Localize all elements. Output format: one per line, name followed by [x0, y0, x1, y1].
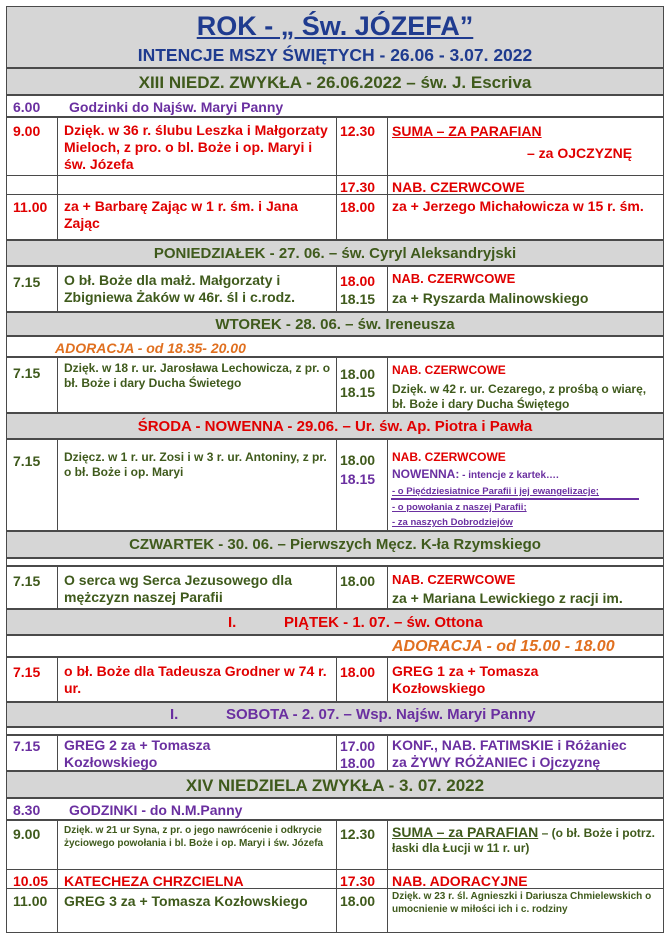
mass-intention: za + Ryszarda Malinowskiego — [392, 290, 589, 306]
friday-masses — [6, 657, 664, 702]
mass-time: 7.15 — [13, 453, 41, 469]
godzinki-time: 6.00 — [13, 99, 41, 115]
page-subtitle: INTENCJE MSZY ŚWIĘTYCH - 26.06 - 3.07. 2022 — [137, 45, 533, 65]
suma-detail: – (o bł. Boże i potrz. łaski dla Łucji w 11 r. ur) — [392, 826, 655, 855]
day-title: PIĄTEK - 1. 07. – św. Ottona — [284, 614, 483, 631]
first-friday-marker: I. — [228, 614, 237, 631]
nowenna-intention: - o Pięćdziesiatnice Parafii i jej ewangelizacje; — [392, 486, 599, 497]
mass-intention: o bł. Boże dla Tadeusza Grodner w 74 r. ur. — [64, 663, 327, 696]
mass-time: 18.00 — [340, 273, 376, 289]
sunday1-godzinki-row — [6, 95, 664, 117]
first-saturday-marker: I. — [170, 706, 179, 723]
saturday-spacer — [6, 727, 664, 735]
saturday-masses — [6, 735, 664, 771]
day-title: XIV NIEDZIELA ZWYKŁA - 3. 07. 2022 — [185, 776, 485, 795]
monday-header — [6, 240, 664, 266]
friday-header — [6, 609, 664, 635]
mass-time: 18.15 — [340, 471, 376, 487]
mass-time: 9.00 — [13, 826, 41, 842]
thursday-spacer — [6, 558, 664, 566]
monday-masses — [6, 266, 664, 312]
mass-intention-2: – za OJCZYZNĘ — [527, 145, 633, 161]
mass-time: 17.00 — [340, 738, 376, 754]
sunday2-godzinki-row — [6, 798, 664, 820]
mass-intention: Dzięk. w 42 r. ur. Cezarego, z prośbą o wiarę, bł. Boże i dary Ducha Świętego — [392, 382, 647, 411]
mass-intention: NAB. CZERWCOWE — [392, 179, 525, 195]
mass-intention: KONF., NAB. FATIMSKIE i Różaniec — [392, 737, 627, 753]
mass-intention: za + Jerzego Michałowicza w 15 r. śm. — [392, 198, 644, 214]
mass-time: 12.30 — [340, 826, 376, 842]
page-title: ROK - „ Św. JÓZEFA” — [196, 11, 474, 41]
mass-time: 18.00 — [340, 755, 376, 771]
godzinki-text: Godzinki do Najśw. Maryi Panny — [69, 99, 284, 115]
friday-adoracja-row — [6, 635, 664, 657]
thursday-header — [6, 531, 664, 558]
day-title: SOBOTA - 2. 07. – Wsp. Najśw. Maryi Panny — [226, 706, 536, 723]
tuesday-masses — [6, 357, 664, 413]
mass-intention: O serca wg Serca Jezusowego dla mężczyzn naszej Parafii — [64, 572, 292, 605]
sunday1-header — [6, 68, 664, 95]
mass-time: 18.00 — [340, 664, 376, 680]
mass-intention: NAB. CZERWCOWE — [392, 363, 506, 377]
title-block — [6, 6, 664, 68]
mass-intention: KATECHEZA CHRZCIELNA — [64, 873, 244, 889]
mass-time: 18.00 — [340, 573, 376, 589]
mass-time: 18.00 — [340, 452, 376, 468]
mass-time: 7.15 — [13, 738, 41, 754]
mass-time: 12.30 — [340, 123, 376, 139]
wednesday-header — [6, 413, 664, 439]
day-title: PONIEDZIAŁEK - 27. 06. – św. Cyryl Aleksandryjski — [153, 245, 517, 262]
mass-intention: Dzięk. w 18 r. ur. Jarosława Lechowicza, z pr. o bł. Boże i dary Ducha Świetego — [64, 361, 331, 390]
wednesday-masses — [6, 439, 664, 531]
sunday2-masses — [6, 820, 664, 933]
mass-intention: Dzięcz. w 1 r. ur. Zosi i w 3 r. ur. Antoniny, z pr. o bł. Boże i op. Maryi — [64, 450, 327, 479]
mass-intention: GREG 2 za + Tomasza Kozłowskiego — [64, 737, 211, 770]
mass-intention: NAB. CZERWCOWE — [392, 450, 506, 464]
mass-intention: za + Mariana Lewickiego z racji im. — [392, 590, 623, 606]
nowenna-intention: - za naszych Dobrodziejów — [392, 517, 513, 528]
sunday1-masses — [6, 117, 664, 240]
thursday-masses — [6, 566, 664, 609]
tuesday-adoracja-row — [6, 336, 664, 357]
godzinki-time: 8.30 — [13, 802, 41, 818]
adoracja-note: ADORACJA - od 15.00 - 18.00 — [392, 638, 615, 655]
mass-time: 7.15 — [13, 365, 41, 381]
mass-time: 18.15 — [340, 291, 376, 307]
mass-time: 18.15 — [340, 384, 376, 400]
tuesday-header — [6, 312, 664, 336]
nowenna-text: - intencje z kartek…. — [459, 470, 559, 481]
sunday2-header — [6, 771, 664, 798]
mass-intention: Dzięk. w 36 r. ślubu Leszka i Małgorzaty Mieloch, z pro. o bl. Boże i op. Maryi i św. Józefa — [64, 122, 328, 172]
mass-intention: GREG 3 za + Tomasza Kozłowskiego — [64, 893, 308, 909]
sunday1-title: XIII NIEDZ. ZWYKŁA - 26.06.2022 – św. J. Escriva — [138, 73, 532, 92]
suma-label: SUMA – za PARAFIAN — [392, 824, 539, 840]
mass-intention: NAB. ADORACYJNE — [392, 873, 528, 889]
mass-intention: za ŻYWY RÓŻANIEC i Ojczyznę — [392, 754, 601, 770]
day-title: ŚRODA - NOWENNA - 29.06. – Ur. św. Ap. Piotra i Pawła — [137, 418, 533, 435]
mass-time: 10.05 — [13, 873, 49, 889]
mass-time: 18.00 — [340, 893, 376, 909]
saturday-header — [6, 702, 664, 727]
mass-time: 9.00 — [13, 123, 41, 139]
mass-intention: SUMA – ZA PARAFIAN — [392, 123, 542, 139]
mass-intention: Dzięk. w 21 ur Syna, z pr. o jego nawrócenie i odkrycie życiowego powołania i bl. Boże i op. Maryi i św. Józefa — [64, 825, 324, 849]
mass-intention: za + Barbarę Zając w 1 r. śm. i Jana Zając — [64, 198, 298, 231]
nowenna-line — [392, 467, 559, 483]
sunday1-header-text — [7, 74, 663, 91]
mass-intention: Dzięk. w 23 r. śl. Agnieszki i Dariusza Chmielewskich o umocnienie w miłości ich i c. rodziny — [392, 891, 652, 915]
mass-intention: GREG 1 za + Tomasza Kozłowskiego — [392, 663, 539, 696]
mass-time: 17.30 — [340, 179, 376, 195]
mass-time: 7.15 — [13, 573, 41, 589]
mass-intention: NAB. CZERWCOWE — [392, 271, 516, 286]
adoracja-note: ADORACJA - od 18.35- 20.00 — [55, 340, 246, 356]
day-title: WTOREK - 28. 06. – św. Ireneusza — [215, 316, 455, 333]
mass-intention: O bł. Boże dla małż. Małgorzaty i Zbigniewa Żaków w 46r. śl i c.rodz. — [64, 272, 296, 305]
nowenna-label: NOWENNA: — [392, 467, 460, 481]
mass-time: 18.00 — [340, 199, 376, 215]
mass-time: 7.15 — [13, 664, 41, 680]
mass-time: 11.00 — [13, 893, 48, 909]
nowenna-intention: - o powołania z naszej Parafii; — [392, 502, 527, 513]
godzinki-text: GODZINKI - do N.M.Panny — [69, 802, 243, 818]
mass-intention — [392, 825, 660, 856]
mass-time: 11.00 — [13, 199, 48, 215]
mass-time: 17.30 — [340, 873, 376, 889]
mass-intention: NAB. CZERWCOWE — [392, 572, 516, 587]
mass-time: 7.15 — [13, 274, 41, 290]
mass-time: 18.00 — [340, 366, 376, 382]
day-title: CZWARTEK - 30. 06. – Pierwszych Męcz. K-ła Rzymskiego — [129, 536, 541, 553]
